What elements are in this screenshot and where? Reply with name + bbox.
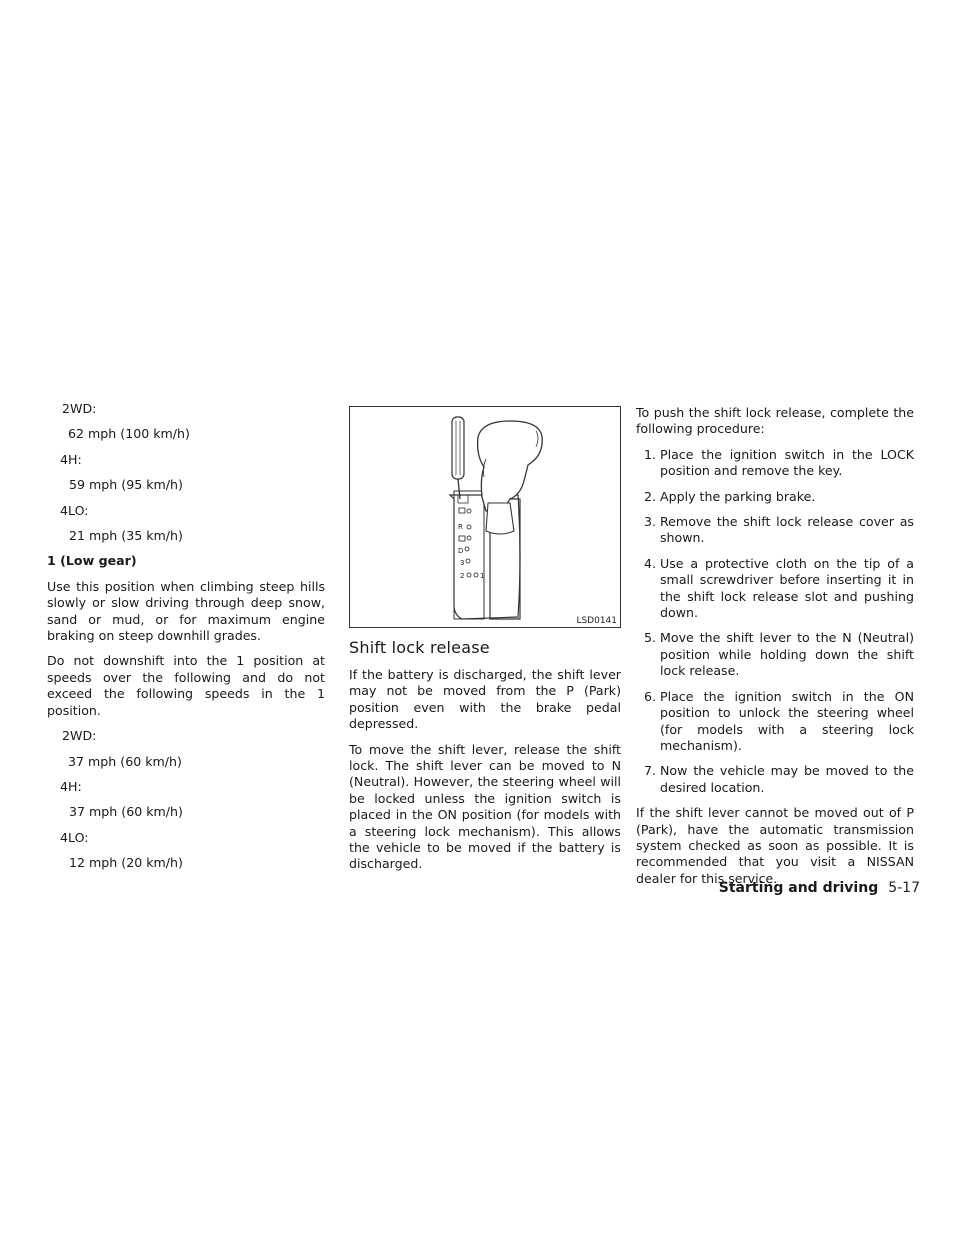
gate-label-1: 1 bbox=[480, 572, 485, 580]
step-text: Remove the shift lock release cover as shown. bbox=[660, 514, 914, 546]
shift-lever-illustration bbox=[350, 407, 620, 627]
page-footer bbox=[700, 879, 920, 897]
procedure-step bbox=[636, 514, 914, 547]
speed-label-4lo: 4LO: bbox=[60, 502, 89, 518]
step-number: 4. bbox=[643, 555, 656, 571]
procedure-step bbox=[636, 689, 914, 755]
step-number: 6. bbox=[643, 688, 656, 704]
figure-code: LSD0141 bbox=[576, 616, 617, 626]
procedure-intro: To push the shift lock release, complete the following procedure: bbox=[636, 405, 914, 437]
step-number: 5. bbox=[643, 630, 656, 646]
procedure-steps bbox=[636, 447, 914, 796]
speed-value-2wd-low: 37 mph (60 km/h) bbox=[68, 753, 182, 769]
column-2 bbox=[349, 406, 621, 882]
procedure-step bbox=[636, 489, 914, 505]
step-text: Move the shift lever to the N (Neutral) position while holding down the shift lock release. bbox=[660, 630, 914, 679]
page-number: 5-17 bbox=[888, 880, 920, 896]
battery-paragraph: If the battery is discharged, the shift lever may not be moved from the P (Park) position even with the brake pedal depressed. bbox=[349, 667, 621, 732]
step-text: Place the ignition switch in the LOCK position and remove the key. bbox=[660, 446, 914, 479]
speed-label-4h-low: 4H: bbox=[60, 778, 82, 794]
gate-label-r: R bbox=[458, 523, 463, 531]
shift-lock-figure bbox=[349, 406, 621, 628]
speed-label-2wd-low: 2WD: bbox=[62, 728, 97, 744]
footer-section-title: Starting and driving bbox=[718, 880, 879, 896]
procedure-outro: If the shift lever cannot be moved out of P (Park), have the automatic transmission system checked as soon as possible. It is recommended that you visit a NISSAN dealer for this service. bbox=[636, 805, 914, 886]
procedure-step bbox=[636, 630, 914, 679]
step-number: 3. bbox=[643, 514, 656, 530]
step-number: 1. bbox=[643, 446, 656, 462]
downshift-paragraph: Do not downshift into the 1 position at speeds over the following and do not exceed the following speeds in the 1 position. bbox=[47, 653, 325, 718]
step-text: Use a protective cloth on the tip of a small screwdriver before inserting it in the shift lock release slot and pushing down. bbox=[660, 555, 914, 621]
speed-list-lower bbox=[47, 728, 325, 871]
speed-list-upper bbox=[47, 401, 325, 544]
step-text: Place the ignition switch in the ON position to unlock the steering wheel (for models with a steering lock mechanism). bbox=[660, 688, 914, 753]
speed-value-4lo: 21 mph (35 km/h) bbox=[69, 528, 183, 544]
speed-label-4lo-low: 4LO: bbox=[60, 829, 89, 845]
step-number: 2. bbox=[643, 488, 656, 504]
low-gear-heading: 1 (Low gear) bbox=[47, 553, 137, 569]
speed-value-4h: 59 mph (95 km/h) bbox=[69, 477, 183, 493]
gate-label-2: 2 bbox=[460, 572, 465, 580]
gate-label-3: 3 bbox=[460, 559, 465, 567]
column-3 bbox=[636, 405, 914, 896]
section-heading-shift-lock: Shift lock release bbox=[349, 638, 490, 657]
step-text: Apply the parking brake. bbox=[660, 488, 816, 504]
shift-lock-paragraph: To move the shift lever, release the shift lock. The shift lever can be moved to N (Neutral). However, the steering wheel will be locked unless the ignition switch is placed in the ON position (for models with a steering lock mechanism). This allows the vehicle to be moved if the battery is discharged. bbox=[349, 741, 621, 872]
procedure-step bbox=[636, 556, 914, 622]
speed-label-2wd: 2WD: bbox=[62, 401, 97, 416]
speed-value-4lo-low: 12 mph (20 km/h) bbox=[69, 855, 183, 871]
column-1 bbox=[47, 401, 325, 881]
speed-value-4h-low: 37 mph (60 km/h) bbox=[69, 804, 183, 820]
low-gear-paragraph: Use this position when climbing steep hills slowly or slow driving through deep snow, sand or mud, or for maximum engine braking on steep downhill grades. bbox=[47, 578, 325, 644]
step-number: 7. bbox=[643, 763, 656, 779]
step-text: Now the vehicle may be moved to the desired location. bbox=[660, 763, 914, 795]
procedure-step bbox=[636, 447, 914, 480]
speed-label-4h: 4H: bbox=[60, 451, 82, 467]
gate-label-d: D bbox=[458, 547, 464, 555]
speed-value-2wd: 62 mph (100 km/h) bbox=[68, 426, 190, 442]
procedure-step bbox=[636, 763, 914, 796]
